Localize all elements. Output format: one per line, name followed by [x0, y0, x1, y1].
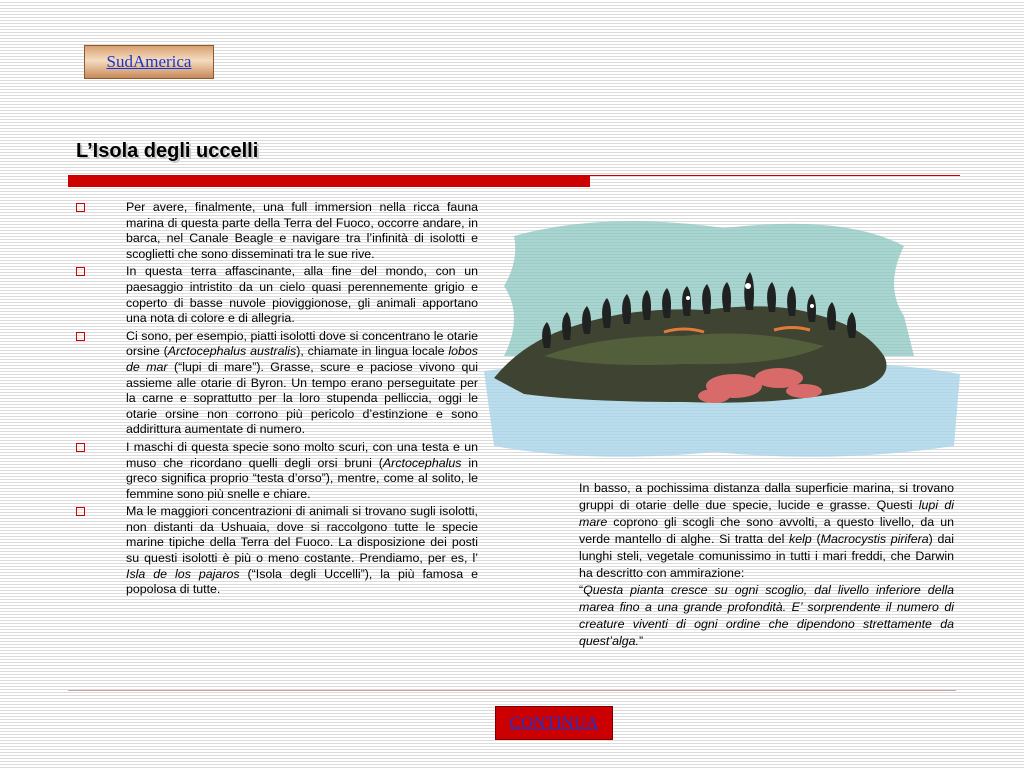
text-run: coprono gli scogli che sono avvolti, a questo livello, da un verde mantello di alghe. Si tratta del [579, 515, 954, 546]
italic-text: lobos de mar [126, 344, 478, 374]
page-title: L’Isola degli uccelli [76, 140, 259, 162]
bullet-item [76, 329, 478, 438]
bullet-item [76, 264, 478, 326]
text-run: In basso, a pochissima distanza dalla superficie marina, si trovano gruppi di otarie delle due specie, lucide e grasse. Questi [579, 481, 954, 512]
text-run: ” [638, 634, 644, 648]
text-run: “ [579, 583, 584, 597]
bird-island-illustration [484, 206, 960, 468]
text-run: ) dai lunghi steli, vegetale comunissimo in tutti i mari freddi, che Darwin ha descritto con ammirazione: [579, 532, 955, 580]
text-run: I maschi di questa specie sono molto scuri, con una testa e un muso che ricordano quelli degli orsi bruni ( [126, 439, 478, 470]
italic-text: kelp [789, 532, 812, 546]
bullet-item [76, 440, 478, 502]
italic-text: Questa pianta cresce su ogni scoglio, dal livello inferiore della marea fino a una grande profondità. E’ sorprendente il numero di creature viventi di ogni ordine che dipendono strettamente da quest’alga. [579, 583, 954, 648]
bullet-square-icon [76, 267, 85, 276]
bullet-item [76, 200, 478, 262]
bullet-item [76, 504, 478, 598]
continue-button[interactable]: CONTINUA [495, 706, 613, 740]
bullet-list [76, 200, 478, 600]
bullet-square-icon [76, 203, 85, 212]
italic-text: Arctocephalus [382, 455, 462, 470]
bullet-square-icon [76, 443, 85, 452]
text-run: in greco significa proprio “testa d’orso”), mentre, come al solito, le femmine sono più snelle e chiare. [126, 455, 478, 501]
bullet-square-icon [76, 507, 85, 516]
title-underline-thin [590, 175, 960, 176]
bottom-divider [68, 690, 956, 691]
right-paragraph [579, 582, 954, 650]
text-run: (“lupi di mare”). Grasse, scure e paciose vivono qui assieme alle otarie di Byron. Un tempo erano perseguitate per la carne e soprattutto per la loro stupenda pelliccia, oggi le otarie orsine non corrono più pericolo d’estinzione e sono addirittura aumentate di numero. [126, 359, 478, 437]
text-run: ), chiamate in lingua locale [296, 344, 449, 359]
title-underline-bar [68, 175, 590, 187]
sudamerica-link-button[interactable]: SudAmerica [84, 45, 214, 79]
italic-text: Isla de los pajaros [126, 566, 240, 581]
text-run: Ma le maggiori concentrazioni di animali si trovano sugli isolotti, non distanti da Ushuaia, dove si raccolgono tutte le specie marine tipiche della Terra del Fuoco. La disposizione dei posti su questi isolotti è più o meno costante. Prendiamo, per es, l’ [126, 504, 478, 566]
text-run: (“Isola degli Uccelli”), la più famosa e popolosa di tutte. [126, 566, 478, 597]
italic-text: Macrocystis pirifera [820, 532, 929, 546]
italic-text: Arctocephalus australis [167, 344, 297, 359]
text-run: Ci sono, per esempio, piatti isolotti dove si concentrano le otarie orsine ( [126, 328, 478, 359]
bullet-square-icon [76, 332, 85, 341]
text-run: Per avere, finalmente, una full immersion nella ricca fauna marina di questa parte della Terra del Fuoco, occorre andare, in barca, nel Canale Beagle e navigare tra l’infinità di isolotti e scoglietti che sono disseminati tra le sue rive. [126, 200, 478, 261]
text-run: ( [811, 532, 821, 546]
text-run: In questa terra affascinante, alla fine del mondo, con un paesaggio intristito da un cielo quasi perennemente grigio e coperto di basse nuvole pioviggionose, gli animali apportano una nota di colore e di allegria. [126, 264, 478, 326]
italic-text: lupi di mare [579, 498, 955, 529]
right-text-block [579, 480, 954, 650]
right-paragraph [579, 480, 954, 582]
